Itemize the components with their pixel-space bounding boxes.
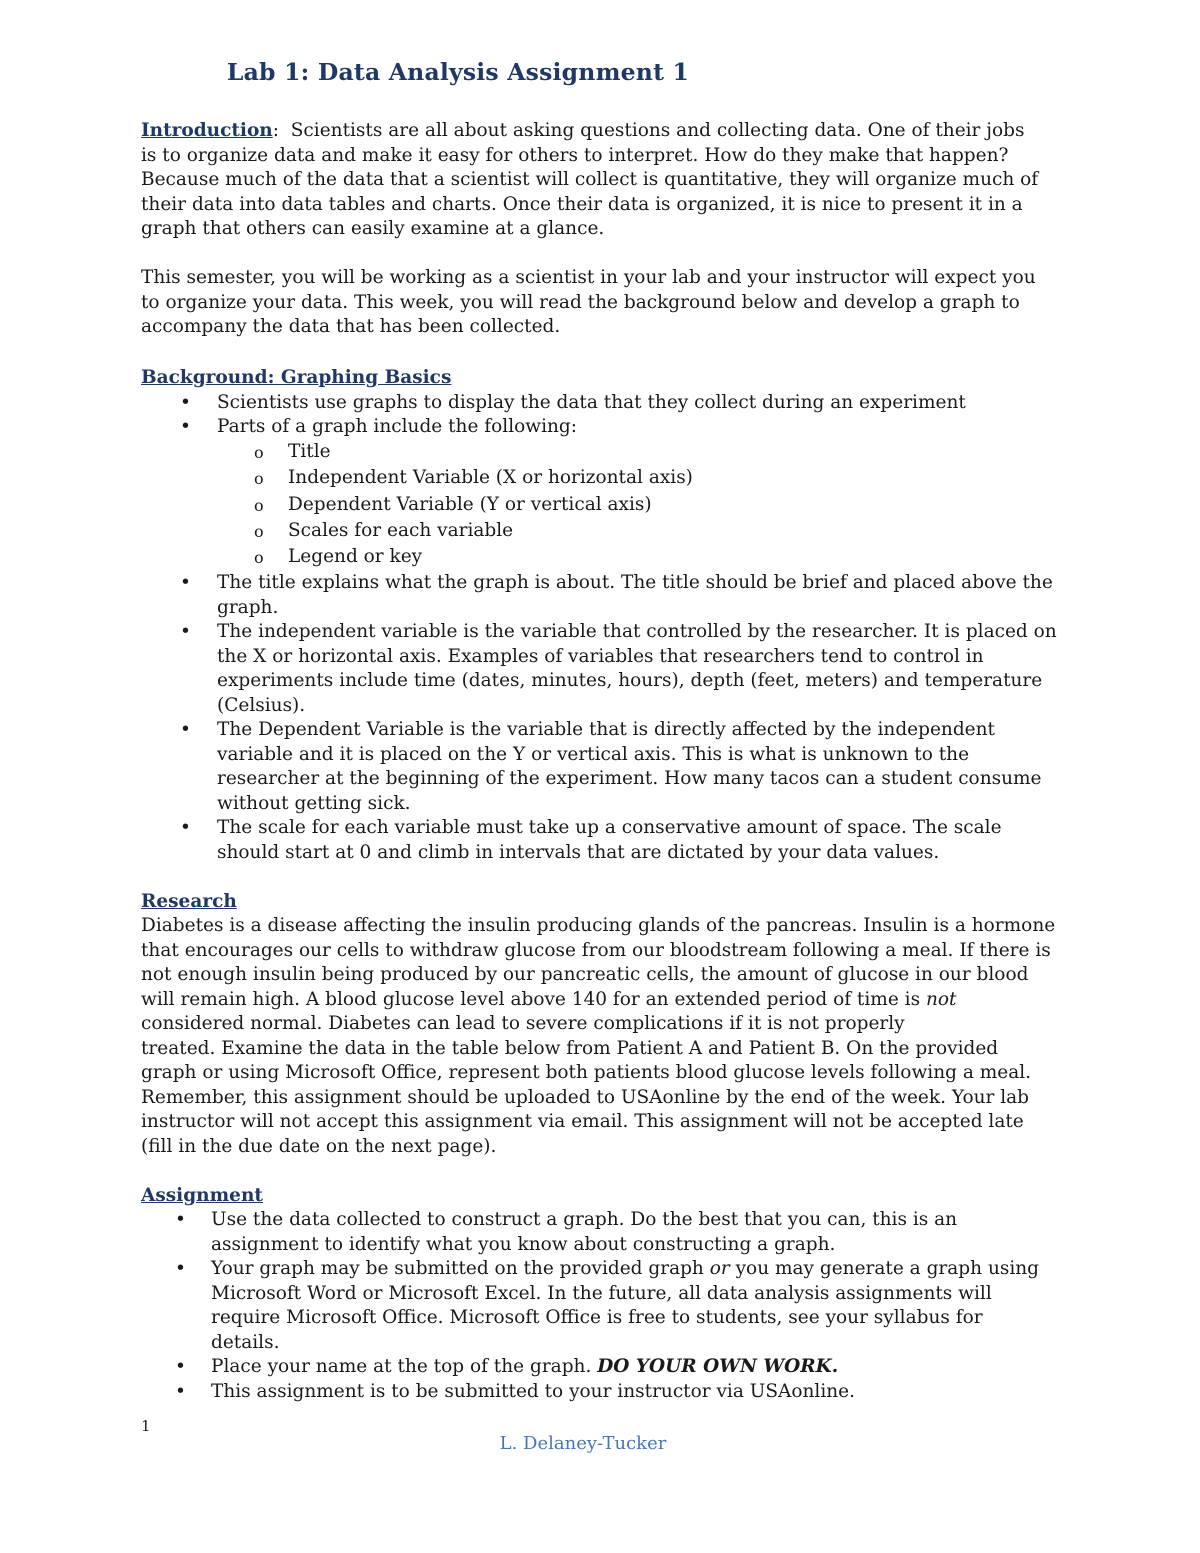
research-line: instructor will not accept this assignment via email. This assignment will not be accepted late — [141, 1111, 1024, 1132]
research-line — [141, 988, 1071, 1013]
research-paragraph — [141, 914, 1071, 1159]
bullet-text: Parts of a graph include the following: — [217, 416, 578, 437]
bullet-segment: Your graph may be submitted on the provided graph — [211, 1258, 710, 1279]
bullet-line: details. — [211, 1331, 280, 1353]
bullet-line: require Microsoft Office. Microsoft Office is free to students, see your syllabus for — [211, 1307, 983, 1328]
bullet-line: Microsoft Word or Microsoft Excel. In the future, all data analysis assignments will — [211, 1282, 992, 1304]
bullet-line: The Dependent Variable is the variable that is directly affected by the independent — [217, 719, 995, 740]
bullet-icon: • — [180, 572, 191, 593]
bullet-icon: • — [180, 719, 191, 740]
bullet-text — [211, 1257, 1071, 1355]
intro-line: accompany the data that has been collected. — [141, 316, 561, 337]
circle-bullet-icon: o — [254, 469, 264, 488]
page-number: 1 — [141, 1417, 151, 1435]
intro-line: graph that others can easily examine at a glance. — [141, 218, 605, 239]
bullet-line: should start at 0 and climb in intervals that are dictated by your data values. — [217, 841, 940, 863]
intro-heading: Introduction — [141, 120, 273, 141]
bullet-line: without getting sick. — [217, 792, 411, 814]
emphasis-own-work: DO YOUR OWN WORK. — [597, 1356, 839, 1377]
research-text: will remain high. A blood glucose level above 140 for an extended period of time is — [141, 988, 926, 1010]
bullet-segment: Place your name at the top of the graph. — [211, 1356, 598, 1377]
bullet-text — [211, 1208, 1071, 1257]
research-heading: Research — [141, 891, 237, 912]
circle-bullet-icon: o — [254, 443, 264, 462]
bullet-line: The independent variable is the variable that controlled by the researcher. It is placed on — [217, 621, 1057, 642]
bullet-text — [217, 571, 1067, 620]
research-line: considered normal. Diabetes can lead to severe complications if it is not properly — [141, 1013, 905, 1034]
bullet-icon: • — [175, 1209, 186, 1230]
bullet-icon: • — [180, 392, 191, 413]
bullet-line — [211, 1257, 1071, 1282]
sub-bullet-text: Dependent Variable (Y or vertical axis) — [288, 494, 652, 515]
research-line: treated. Examine the data in the table below from Patient A and Patient B. On the provided — [141, 1037, 999, 1059]
bullet-text: This assignment is to be submitted to your instructor via USAonline. — [211, 1381, 856, 1402]
assignment-heading: Assignment — [141, 1185, 263, 1206]
research-line: graph or using Microsoft Office, represent both patients blood glucose levels following a meal. — [141, 1062, 1032, 1083]
bullet-line: The title explains what the graph is about. The title should be brief and placed above the — [217, 572, 1053, 593]
research-line: not enough insulin being produced by our pancreatic cells, the amount of glucose in our blood — [141, 964, 1029, 985]
circle-bullet-icon: o — [254, 548, 264, 567]
sub-bullet-text: Independent Variable (X or horizontal axis) — [288, 467, 693, 488]
sub-bullet-text: Title — [288, 441, 331, 462]
intro-line: to organize your data. This week, you will read the background below and develop a graph to — [141, 291, 1020, 313]
bullet-icon: • — [175, 1381, 186, 1402]
bullet-text — [217, 620, 1067, 718]
research-line: Diabetes is a disease affecting the insulin producing glands of the pancreas. Insulin is a hormone — [141, 915, 1056, 936]
bullet-segment: you may generate a graph using — [729, 1258, 1040, 1279]
background-heading: Background: Graphing Basics — [141, 367, 452, 388]
bullet-line: The scale for each variable must take up a conservative amount of space. The scale — [217, 817, 1002, 838]
research-line: (fill in the due date on the next page). — [141, 1135, 497, 1157]
bullet-line: (Celsius). — [217, 694, 306, 716]
footer-author: L. Delaney-Tucker — [499, 1433, 667, 1454]
bullet-icon: • — [175, 1356, 186, 1377]
emphasis-not: not — [925, 988, 957, 1010]
intro-line: their data into data tables and charts. Once their data is organized, it is nice to present it in a — [141, 193, 1023, 215]
circle-bullet-icon: o — [254, 522, 264, 541]
bullet-line: graph. — [217, 596, 279, 618]
sub-bullet-text: Scales for each variable — [288, 520, 514, 541]
bullet-line: the X or horizontal axis. Examples of variables that researchers tend to control in — [217, 645, 984, 667]
bullet-icon: • — [180, 621, 191, 642]
bullet-icon: • — [180, 817, 191, 838]
intro-line: This semester, you will be working as a scientist in your lab and your instructor will expect you — [141, 267, 1036, 288]
intro-line: Because much of the data that a scientist will collect is quantitative, they will organize much of — [141, 169, 1039, 190]
bullet-text — [217, 718, 1067, 816]
bullet-line: variable and it is placed on the Y or vertical axis. This is what is unknown to the — [217, 743, 970, 765]
bullet-line: Use the data collected to construct a graph. Do the best that you can, this is an — [211, 1209, 958, 1230]
intro-paragraph-2 — [141, 266, 1071, 340]
intro-line: is to organize data and make it easy for others to interpret. How do they make that happen? — [141, 144, 1009, 166]
circle-bullet-icon: o — [254, 496, 264, 515]
intro-line: Scientists are all about asking questions and collecting data. One of their jobs — [290, 120, 1025, 141]
bullet-text: Scientists use graphs to display the data that they collect during an experiment — [217, 392, 966, 413]
bullet-line: assignment to identify what you know about constructing a graph. — [211, 1233, 836, 1255]
bullet-line: experiments include time (dates, minutes, hours), depth (feet, meters) and temperature — [217, 670, 1043, 691]
bullet-icon: • — [180, 416, 191, 437]
bullet-text — [217, 816, 1067, 865]
bullet-icon: • — [175, 1258, 186, 1279]
research-line: Remember, this assignment should be uploaded to USAonline by the end of the week. Your lab — [141, 1086, 1030, 1108]
sub-bullet-text: Legend or key — [288, 546, 423, 567]
research-line: that encourages our cells to withdraw glucose from our bloodstream following a meal. If there is — [141, 939, 1051, 961]
intro-paragraph — [141, 119, 1071, 242]
document-title: Lab 1: Data Analysis Assignment 1 — [226, 58, 690, 86]
bullet-line: researcher at the beginning of the experiment. How many tacos can a student consume — [217, 768, 1042, 789]
emphasis-or: or — [709, 1258, 730, 1279]
intro-colon: : — [272, 120, 279, 141]
bullet-text — [211, 1355, 1071, 1380]
